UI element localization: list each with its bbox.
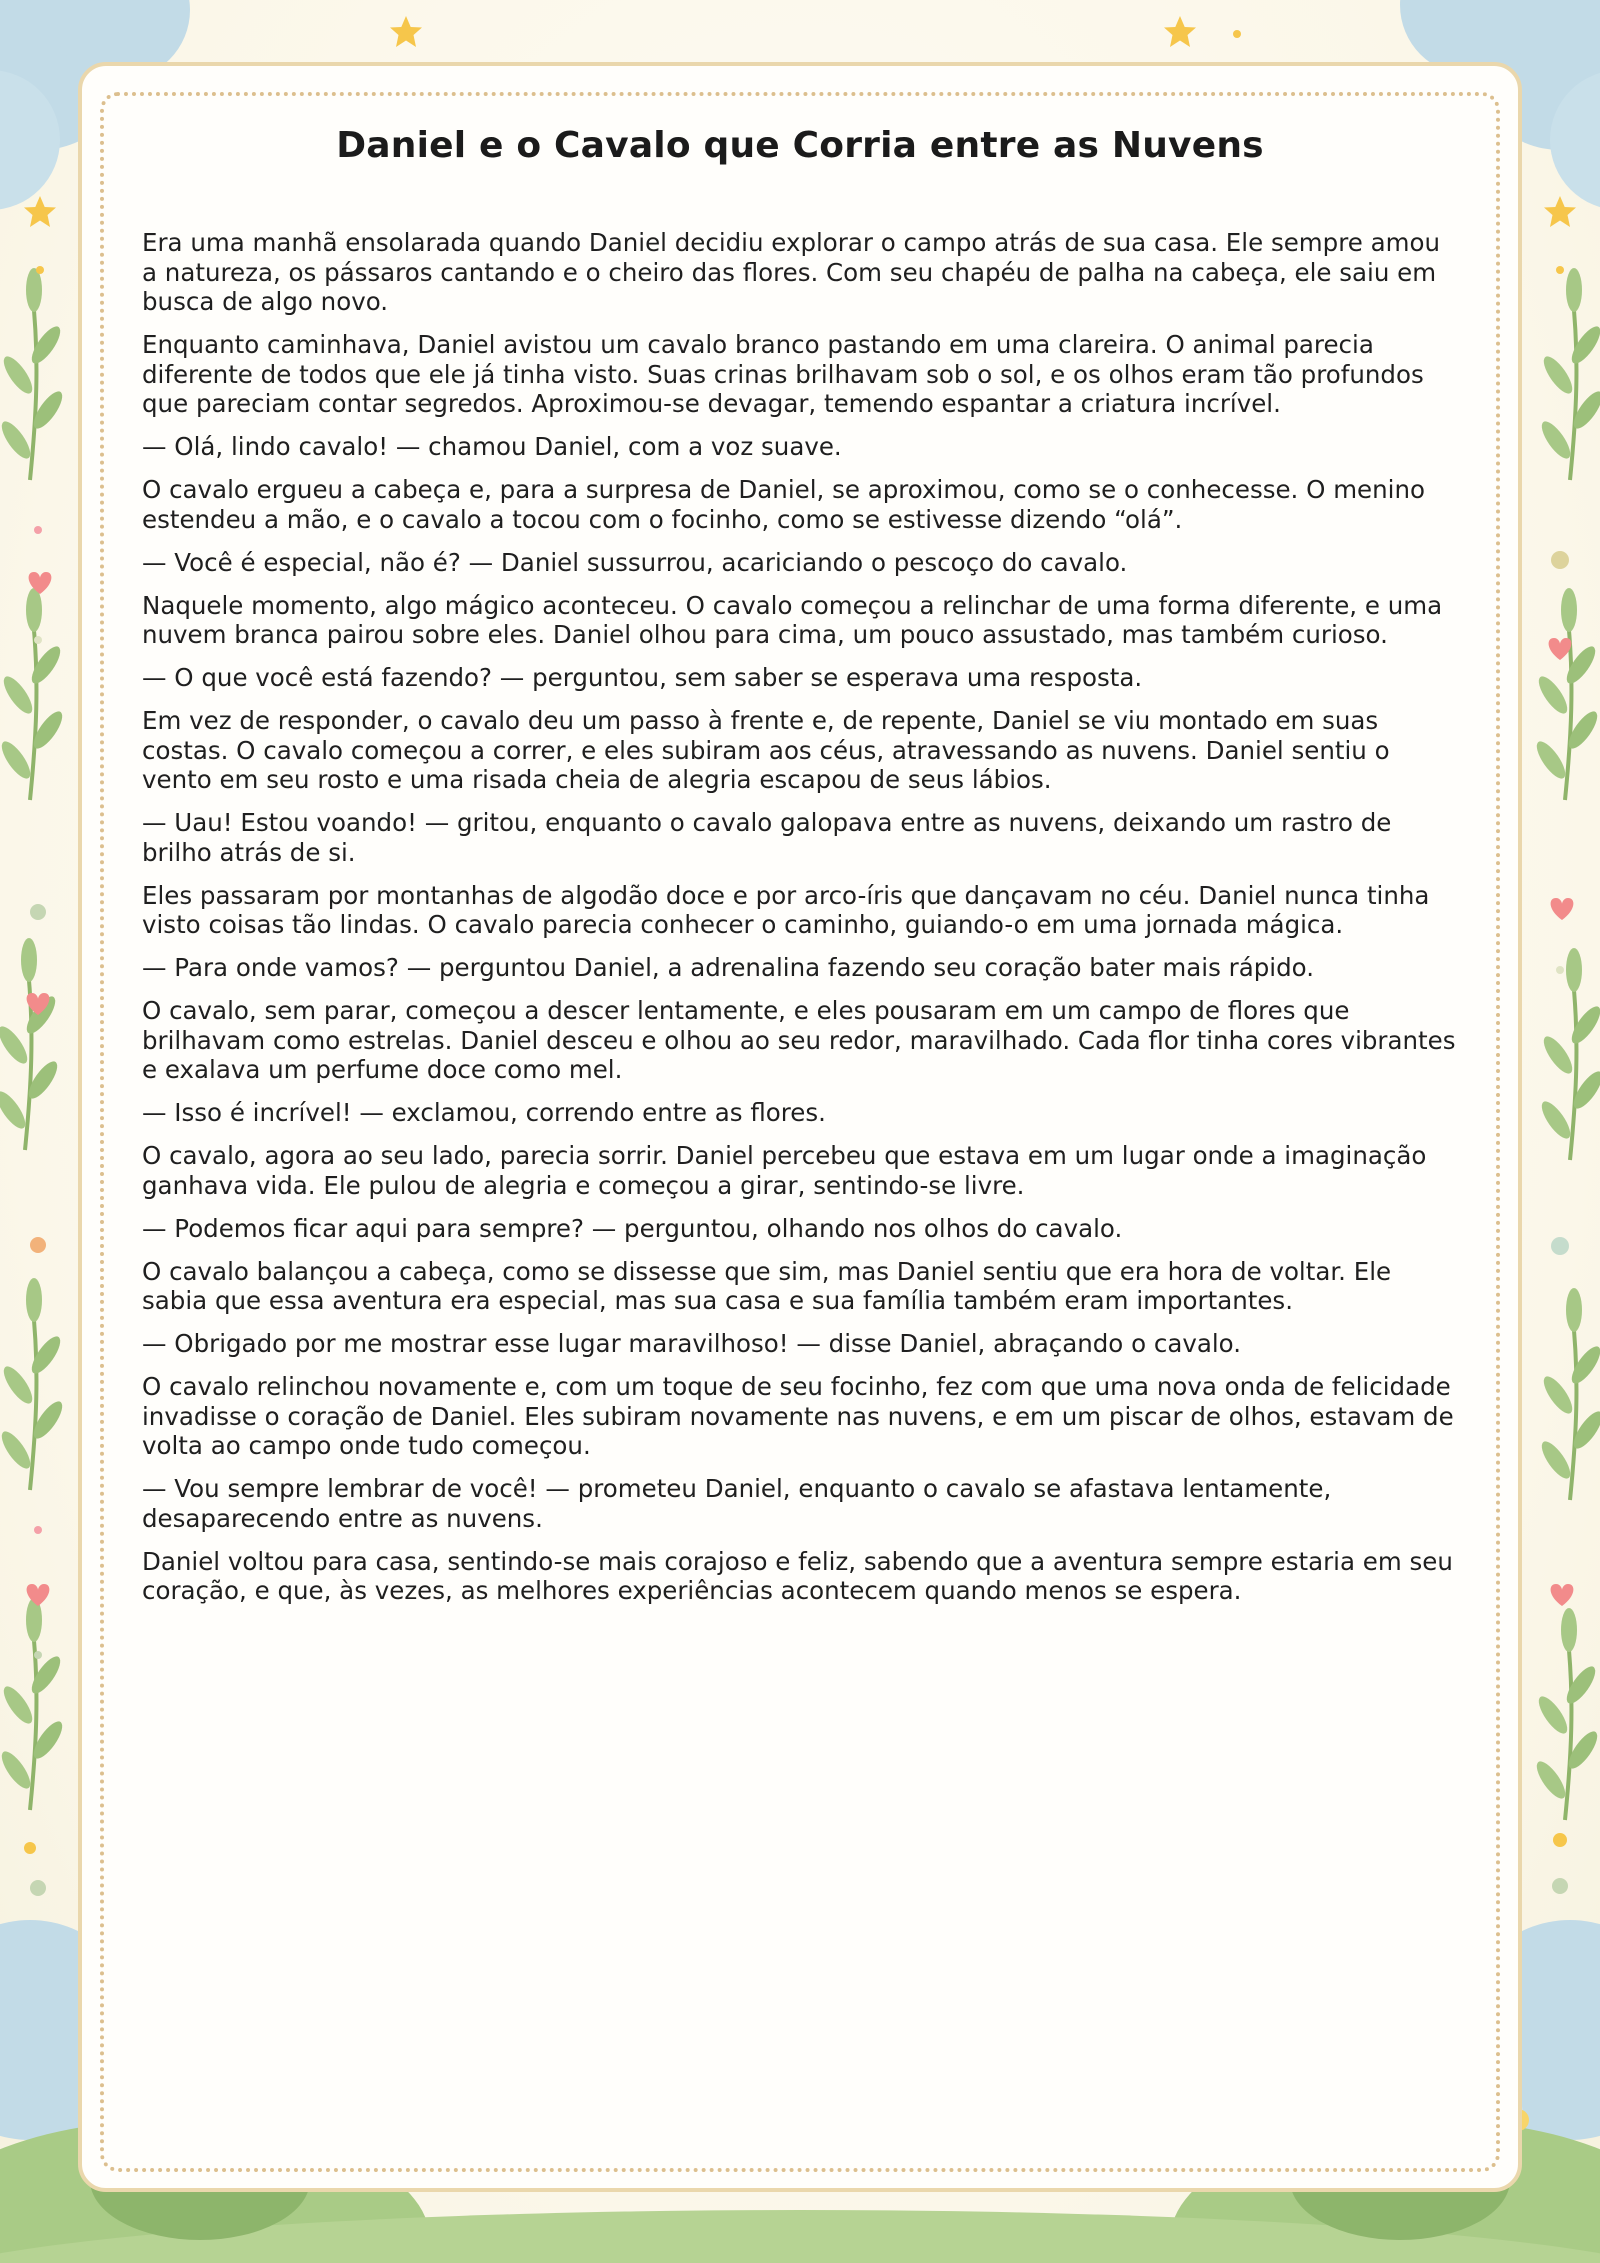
leaf-branch-icon — [0, 268, 67, 480]
star-icon — [390, 16, 422, 47]
story-paragraph: O cavalo balançou a cabeça, como se dissesse que sim, mas Daniel sentiu que era hora de voltar. Ele sabia que essa aventura era especial, mas sua casa e sua família também eram importantes. — [142, 1256, 1392, 1315]
story-paragraph: — Isso é incrível! — exclamou, correndo entre as flores. — [142, 1098, 826, 1127]
leaf-branch-icon — [0, 938, 62, 1150]
story-paragraph: — Para onde vamos? — perguntou Daniel, a adrenalina fazendo seu coração bater mais rápido. — [142, 953, 1314, 982]
story-body — [142, 228, 1462, 1619]
heart-icon — [1549, 638, 1572, 660]
story-paragraph: O cavalo, sem parar, começou a descer lentamente, e eles pousaram em um campo de flores que brilhavam como estrelas. Daniel desceu e olhou ao seu redor, maravilhado. Cada flor tinha cores vibrantes e exalava um perfume doce como mel. — [142, 996, 1456, 1084]
story-paragraph: O cavalo ergueu a cabeça e, para a surpresa de Daniel, se aproximou, como se o conhecesse. O menino estendeu a mão, e o cavalo a tocou com o focinho, como se estivesse dizendo “olá”. — [142, 475, 1425, 534]
story-paragraph: Eles passaram por montanhas de algodão doce e por arco-íris que dançavam no céu. Daniel nunca tinha visto coisas tão lindas. O cavalo parecia conhecer o caminho, guiando-o em uma jornada mágica. — [142, 880, 1430, 939]
leaf-branch-icon — [1532, 588, 1600, 800]
leaf-branch-icon — [1532, 1608, 1600, 1820]
story-paragraph: — Obrigado por me mostrar esse lugar maravilhoso! — disse Daniel, abraçando o cavalo. — [142, 1329, 1242, 1358]
story-paragraph: — Podemos ficar aqui para sempre? — perguntou, olhando nos olhos do cavalo. — [142, 1213, 1123, 1243]
story-paragraph: — Uau! Estou voando! — gritou, enquanto o cavalo galopava entre as nuvens, deixando um rastro de brilho atrás de si. — [142, 808, 1392, 867]
story-paragraph: Daniel voltou para casa, sentindo-se mais corajoso e feliz, sabendo que a aventura sempre estaria em seu coração, e que, às vezes, as melhores experiências acontecem quando menos se espera. — [142, 1546, 1453, 1605]
leaf-branch-icon — [0, 1278, 67, 1490]
story-paragraph: Era uma manhã ensolarada quando Daniel decidiu explorar o campo atrás de sua casa. Ele sempre amou a natureza, os pássaros cantando e o cheiro das flores. Com seu chapéu de palha na cabeça, ele saiu em busca de algo novo. — [142, 228, 1440, 316]
story-paragraph: Enquanto caminhava, Daniel avistou um cavalo branco pastando em uma clareira. O animal parecia diferente de todos que ele já tinha visto. Suas crinas brilhavam sob o sol, e os olhos eram tão profundos que pareciam contar segredos. Aproximou-se devagar, temendo espantar a criatura incrível. — [142, 330, 1424, 418]
heart-icon — [1551, 898, 1574, 920]
star-icon — [1164, 16, 1196, 47]
story-title: Daniel e o Cavalo que Corria entre as Nuvens — [336, 125, 1264, 166]
heart-icon — [1551, 1584, 1574, 1606]
leaf-branch-icon — [0, 1598, 67, 1810]
story-paragraph: Em vez de responder, o cavalo deu um passo à frente e, de repente, Daniel se viu montado em suas costas. O cavalo começou a correr, e eles subiram aos céus, atravessando as nuvens. Daniel sentiu o vento em seu rosto e uma risada cheia de alegria escapou de seus lábios. — [142, 706, 1390, 794]
leaf-branch-icon — [1537, 268, 1600, 480]
leaf-branch-icon — [1537, 1288, 1600, 1500]
story-paragraph: Naquele momento, algo mágico aconteceu. O cavalo começou a relinchar de uma forma diferente, e uma nuvem branca pairou sobre eles. Daniel olhou para cima, um pouco assustado, mas também curioso. — [142, 590, 1443, 649]
leaf-branch-icon — [1537, 948, 1600, 1160]
story-paragraph: O cavalo, agora ao seu lado, parecia sorrir. Daniel percebeu que estava em um lugar onde a imaginação ganhava vida. Ele pulou de alegria e começou a girar, sentindo-se livre. — [142, 1141, 1427, 1200]
story-paragraph: — Você é especial, não é? — Daniel sussurrou, acariciando o pescoço do cavalo. — [142, 547, 1128, 577]
leaf-branch-icon — [0, 588, 67, 800]
star-icon — [24, 196, 56, 227]
story-paragraph: — O que você está fazendo? — perguntou, sem saber se esperava uma resposta. — [142, 663, 1143, 692]
story-paragraph: O cavalo relinchou novamente e, com um toque de seu focinho, fez com que uma nova onda de felicidade invadisse o coração de Daniel. Eles subiram novamente nas nuvens, e em um piscar de olhos, estavam de volta ao campo onde tudo começou. — [142, 1372, 1454, 1460]
story-paragraph: — Vou sempre lembrar de você! — prometeu Daniel, enquanto o cavalo se afastava lentamente, desaparecendo entre as nuvens. — [142, 1474, 1332, 1533]
star-icon — [1544, 196, 1576, 227]
story-paragraph: — Olá, lindo cavalo! — chamou Daniel, com a voz suave. — [142, 432, 842, 461]
